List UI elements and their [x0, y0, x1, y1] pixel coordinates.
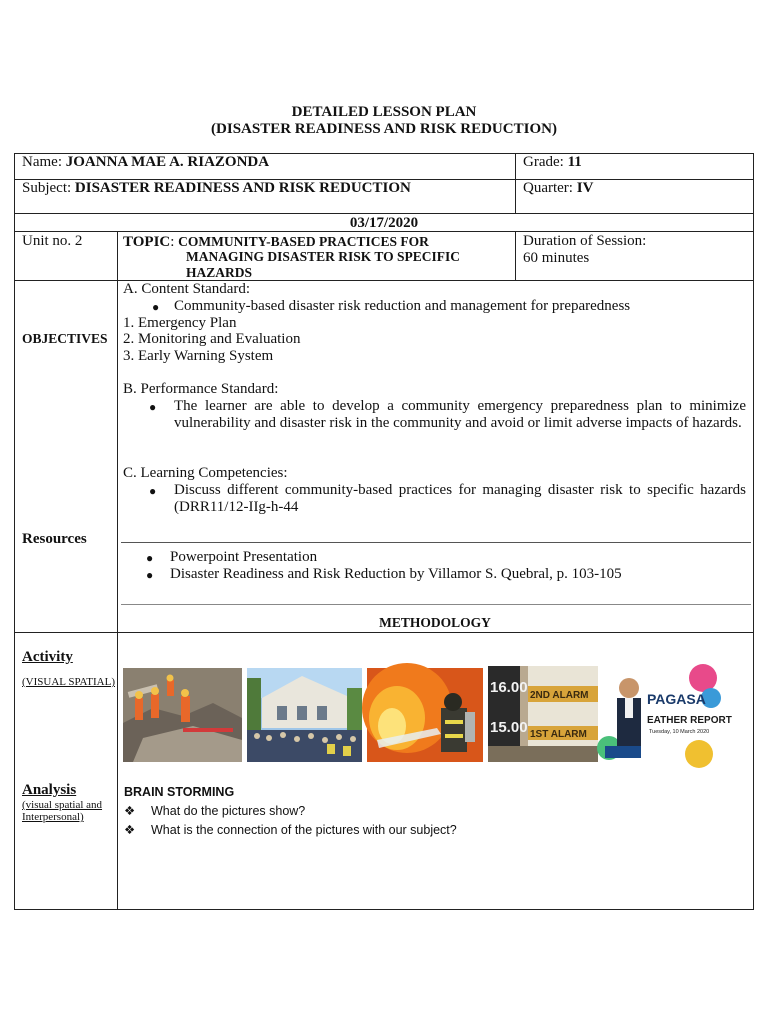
- gauge-reading-upper: 16.00: [490, 679, 528, 696]
- pagasa-brand-text: PAGASA: [647, 691, 706, 707]
- brainstorming-heading: BRAIN STORMING: [124, 785, 235, 799]
- bullet-icon: ●: [149, 484, 157, 498]
- gauge-reading-lower: 15.00: [490, 719, 528, 736]
- name-value: JOANNA MAE A. RIAZONDA: [65, 154, 270, 170]
- pagasa-weather-report-photo: [603, 668, 732, 762]
- resource-item: Disaster Readiness and Risk Reduction by Villamor S. Quebral, p. 103-105: [170, 566, 622, 582]
- firefighter-photo: [367, 668, 483, 762]
- performance-standard-heading: B. Performance Standard:: [123, 381, 279, 397]
- lesson-date: 03/17/2020: [349, 215, 419, 231]
- content-standard-heading: A. Content Standard:: [123, 281, 251, 297]
- name-label: Name:: [22, 154, 66, 170]
- resources-label: Resources: [22, 531, 87, 547]
- resource-item: Powerpoint Presentation: [170, 549, 318, 565]
- objective-list-item: 3. Early Warning System: [123, 348, 274, 364]
- objective-list-item: 1. Emergency Plan: [123, 315, 237, 331]
- document-subtitle: (DISASTER READINESS AND RISK REDUCTION): [211, 121, 557, 137]
- name-field: [22, 154, 269, 171]
- bullet-icon: ●: [152, 300, 160, 314]
- grade-field: [523, 154, 582, 171]
- content-standard-item: Community-based disaster risk reduction and management for preparedness: [174, 298, 631, 314]
- weather-report-date: Tuesday, 10 March 2020: [649, 729, 710, 735]
- subject-label: Subject:: [22, 180, 75, 196]
- first-alarm-label: 1ST ALARM: [530, 729, 587, 740]
- grade-label: Grade:: [523, 154, 568, 170]
- analysis-sublabel-2: Interpersonal): [22, 811, 84, 823]
- bullet-icon: ●: [146, 568, 154, 582]
- activity-label: Activity: [22, 649, 73, 665]
- topic-line-1: TOPIC: COMMUNITY-BASED PRACTICES FOR: [123, 234, 429, 250]
- grade-value: 11: [567, 154, 582, 170]
- document-title: DETAILED LESSON PLAN: [291, 104, 477, 120]
- performance-standard-item: The learner are able to develop a community emergency preparedness plan to minimize vulnerability and disaster risk in the community and avoid or limit adverse impacts of hazards.: [174, 398, 746, 431]
- flood-alarm-gauge-photo: [488, 666, 598, 762]
- methodology-heading: METHODOLOGY: [379, 615, 491, 630]
- competencies-item: Discuss different community-based practices for managing disaster risk to specific hazards (DRR11/12-IIg-h-44: [174, 482, 746, 515]
- bullet-icon: ●: [146, 551, 154, 565]
- subject-value: DISASTER READINESS AND RISK REDUCTION: [74, 180, 411, 196]
- bullet-icon: ●: [149, 400, 157, 414]
- duration-label: Duration of Session:: [523, 233, 647, 249]
- evacuation-drill-photo: [247, 668, 362, 762]
- topic-title-3: HAZARDS: [186, 265, 253, 280]
- rescue-workers-photo: [123, 668, 242, 762]
- unit-number: Unit no. 2: [22, 233, 83, 249]
- analysis-sublabel-1: (visual spatial and: [22, 799, 103, 811]
- second-alarm-label: 2ND ALARM: [530, 690, 589, 701]
- activity-sublabel: (VISUAL SPATIAL): [22, 676, 115, 688]
- objectives-label: OBJECTIVES: [22, 331, 108, 346]
- competencies-heading: C. Learning Competencies:: [123, 465, 288, 481]
- diamond-bullet-icon: ❖: [124, 804, 136, 818]
- objective-list-item: 2. Monitoring and Evaluation: [123, 331, 301, 347]
- brainstorm-question: What do the pictures show?: [151, 804, 306, 818]
- topic-label: TOPIC: [123, 234, 171, 250]
- quarter-value: IV: [576, 180, 594, 196]
- topic-title-2: MANAGING DISASTER RISK TO SPECIFIC: [186, 249, 461, 264]
- brainstorm-question: What is the connection of the pictures with our subject?: [151, 823, 457, 837]
- topic-title-1: COMMUNITY-BASED PRACTICES FOR: [178, 234, 429, 249]
- quarter-label: Quarter:: [523, 180, 577, 196]
- weather-report-title: EATHER REPORT: [647, 715, 732, 726]
- analysis-label: Analysis: [22, 782, 77, 798]
- quarter-field: [523, 180, 593, 197]
- diamond-bullet-icon: ❖: [124, 823, 136, 837]
- duration-value: 60 minutes: [523, 250, 590, 266]
- subject-field: [22, 180, 411, 197]
